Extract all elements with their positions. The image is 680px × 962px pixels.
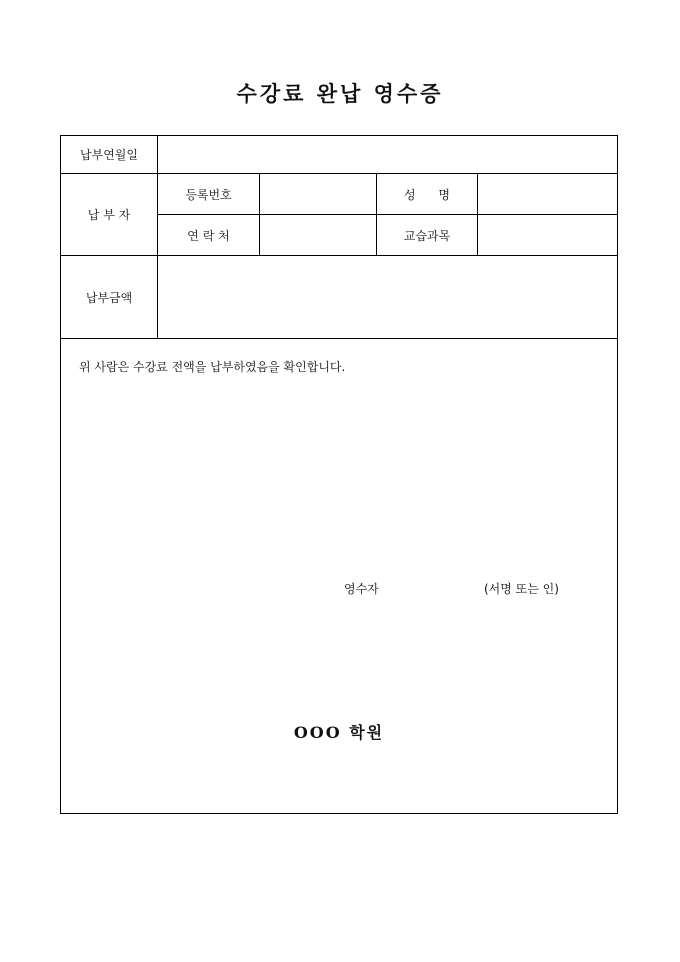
row-divider: [61, 338, 617, 339]
receiver-label: 영수자: [344, 582, 379, 596]
course-label: 교습과목: [403, 228, 451, 243]
payment-date-field[interactable]: [158, 136, 617, 173]
registration-no-label: 등록번호: [185, 187, 232, 202]
payer-label: 납 부 자: [87, 208, 131, 222]
amount-label: 납부금액: [85, 290, 133, 305]
document-title: 수강료 완납 영수증: [236, 81, 444, 106]
contact-label: 연 락 처: [187, 228, 230, 243]
name-field[interactable]: [478, 174, 617, 214]
signature-label: (서명 또는 인): [484, 582, 559, 596]
name-label: 성 명: [403, 187, 451, 202]
payment-date-label: 납부연월일: [80, 148, 138, 162]
contact-field[interactable]: [260, 215, 376, 255]
confirmation-statement: 위 사람은 수강료 전액을 납부하였음을 확인합니다.: [79, 360, 346, 374]
course-field[interactable]: [478, 215, 617, 255]
receipt-form: [60, 135, 618, 814]
academy-name: OOO 학원: [293, 723, 385, 742]
registration-no-field[interactable]: [260, 174, 376, 214]
amount-field[interactable]: [158, 256, 617, 338]
